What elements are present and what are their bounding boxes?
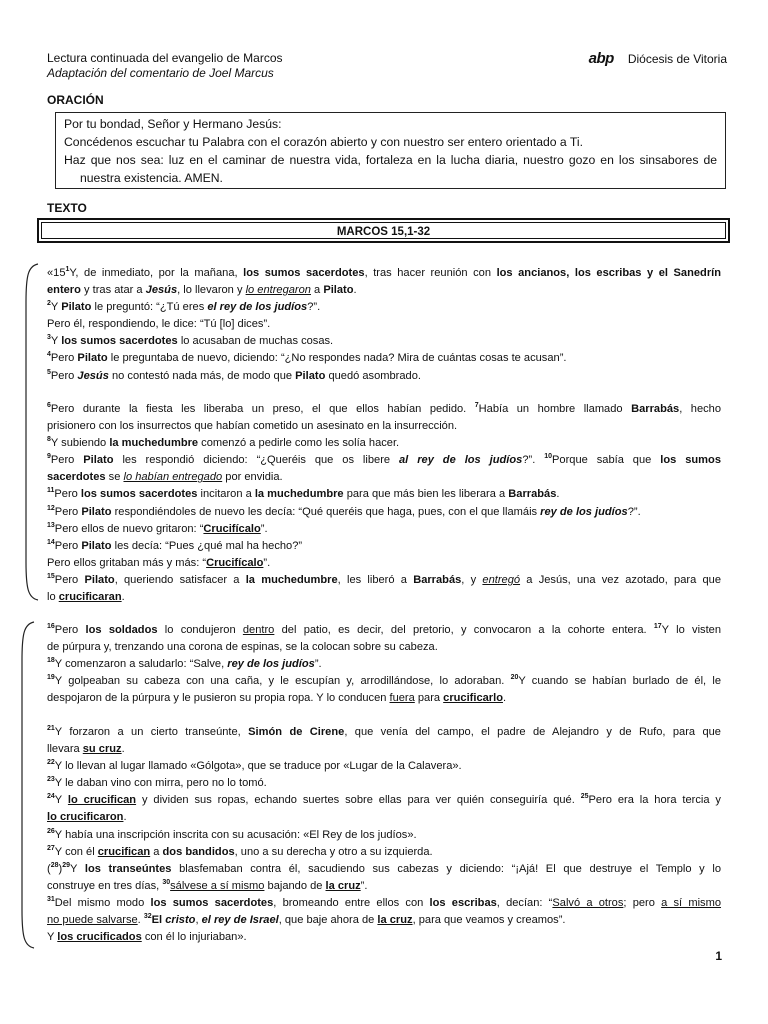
verse-4: $^4$Pero Pilato le preguntaba de nuevo, diciendo: “¿No respondes nada? Mira de cuántas cosas te acusan”. bbox=[47, 351, 567, 365]
verse-25-cont: lo crucificaron. bbox=[47, 811, 127, 824]
left-brace-1 bbox=[22, 262, 42, 602]
verse-18: $^{18}$Y comenzaron a saludarlo: “Salve, rey de los judíos”. bbox=[47, 657, 322, 671]
verse-9: $^9$Pero Pilato les respondió diciendo: “¿Queréis que os libere al rey de los judíos?”. $^{10}$Porque sabía que los sumos bbox=[47, 453, 721, 467]
scripture-block-4 bbox=[47, 724, 721, 946]
prayer-line: Concédenos escuchar tu Palabra con el corazón abierto y con nuestro ser entero orientado a Ti. bbox=[64, 135, 583, 149]
verse-26: $^{26}$Y había una inscripción inscrita con su acusación: «El Rey de los judíos». bbox=[47, 827, 417, 841]
verse-15-cont: lo crucificaran. bbox=[47, 591, 125, 604]
diocese-block bbox=[589, 51, 727, 67]
verse-32-cont: Y los crucificados con él lo injuriaban». bbox=[47, 931, 247, 944]
verse-1-cont: entero y tras atar a Jesús, lo llevaron y lo entregaron a Pilato. bbox=[47, 284, 357, 297]
scripture-block-2 bbox=[47, 401, 721, 606]
left-brace-2 bbox=[18, 620, 38, 950]
verse-32: no puede salvarse. $^{32}$El cristo, el rey de Israel, que baje ahora de la cruz, para que veamos y creamos”. bbox=[47, 913, 566, 927]
scripture-block-3 bbox=[47, 622, 721, 707]
verse-20-cont: despojaron de la púrpura y le pusieron su propia ropa. Y lo conducen fuera para crucificarlo. bbox=[47, 692, 507, 705]
scripture-block-1 bbox=[47, 265, 721, 385]
passage-title-box bbox=[37, 218, 730, 243]
document-subtitle: Adaptación del comentario de Joel Marcus bbox=[47, 66, 274, 80]
texto-heading: TEXTO bbox=[47, 201, 87, 215]
verse-24: $^{24}$Y lo crucifican y dividen sus ropas, echando suertes sobre ellas para ver quién conseguiría qué. $^{25}$Pero era la hora tercia y bbox=[47, 793, 721, 807]
document-title: Lectura continuada del evangelio de Marcos bbox=[47, 51, 283, 65]
verse-14: $^{14}$Pero Pilato les decía: “Pues ¿qué mal ha hecho?” bbox=[47, 538, 303, 552]
verse-2-cont: Pero él, respondiendo, le dice: “Tú [lo] dices”. bbox=[47, 318, 271, 331]
verse-6: $^6$Pero durante la fiesta les liberaba un preso, el que ellos habían pedido. $^7$Había un hombre llamado Barrabás, hecho bbox=[47, 402, 721, 415]
verse-29-cont: construye en tres días, $^{30}$sálvese a sí mismo bajando de la cruz”. bbox=[47, 878, 368, 892]
verse-21-cont: llevara su cruz. bbox=[47, 743, 125, 756]
verse-21: $^{21}$Y forzaron a un cierto transeúnte, Simón de Cirene, que venía del campo, el padre de Alejandro y de Rufo, para que bbox=[47, 725, 721, 738]
verse-17-cont: de púrpura y, trenzando una corona de espinas, se la colocan sobre su cabeza. bbox=[47, 641, 438, 654]
page-number: 1 bbox=[715, 949, 722, 963]
verse-31: $^{31}$Del mismo modo los sumos sacerdotes, bromeando entre ellos con los escribas, decían: “Salvó a otros; pero a sí mismo bbox=[47, 895, 722, 909]
verse-8: $^8$Y subiendo la muchedumbre comenzó a pedirle como les solía hacer. bbox=[47, 436, 400, 450]
prayer-box bbox=[55, 112, 726, 189]
prayer-line: Por tu bondad, Señor y Hermano Jesús: bbox=[64, 117, 282, 131]
verse-22: $^{22}$Y lo llevan al lugar llamado «Gólgota», que se traduce por «Lugar de la Calavera». bbox=[47, 759, 462, 773]
verse-27: $^{27}$Y con él crucifican a dos bandidos, uno a su derecha y otro a su izquierda. bbox=[47, 844, 433, 858]
verse-15: $^{15}$Pero Pilato, queriendo satisfacer a la muchedumbre, les liberó a Barrabás, y entregó a Jesús, una vez azotado, para que bbox=[47, 572, 721, 586]
verse-14-cont: Pero ellos gritaban más y más: “Crucifícalo”. bbox=[47, 556, 271, 569]
verse-3: $^3$Y los sumos sacerdotes lo acusaban de muchas cosas. bbox=[47, 334, 334, 348]
oracion-heading: ORACIÓN bbox=[47, 93, 104, 107]
verse-2: $^2$Y Pilato le preguntó: “¿Tú eres el rey de los judíos?”. bbox=[47, 300, 321, 314]
verse-19: $^{19}$Y golpeaban su cabeza con una caña, y le escupían y, arrodillándose, lo adoraban. $^{20}$Y cuando se habían burlado de él, le bbox=[47, 674, 721, 688]
abp-logo: abp bbox=[588, 50, 614, 67]
verse-23: $^{23}$Y le daban vino con mirra, pero no lo tomó. bbox=[47, 776, 267, 790]
diocese-name: Diócesis de Vitoria bbox=[627, 52, 727, 66]
verse-1: «$15^1Y$, de inmediato, por la mañana, los sumos sacerdotes, tras hacer reunión con los ancianos, los escribas y el Sanedrín bbox=[47, 266, 721, 279]
verse-12: $^{12}$Pero Pilato respondiéndoles de nuevo les decía: “Qué queréis que haga, pues, con el que llamáis rey de los judíos?”. bbox=[47, 504, 641, 518]
verse-10-cont: sacerdotes se lo habían entregado por envidia. bbox=[47, 471, 283, 484]
passage-title: MARCOS 15,1-32 bbox=[41, 222, 726, 239]
verse-11: $^{11}$Pero los sumos sacerdotes incitaron a la muchedumbre para que más bien les liberara a Barrabás. bbox=[47, 487, 560, 501]
document-header bbox=[47, 51, 727, 81]
verse-16: $^{16}$Pero los soldados lo condujeron dentro del patio, es decir, del pretorio, y convocaron a la cohorte entera. $^{17}$Y lo visten bbox=[47, 623, 722, 636]
verse-7-cont: prisionero con los insurrectos que habían cometido un asesinato en la insurrección. bbox=[47, 420, 458, 433]
verse-13: $^{13}$Pero ellos de nuevo gritaron: “Crucifícalo”. bbox=[47, 521, 268, 535]
verse-29: $(^{28})^{29}Y$ los transeúntes blasfemaban contra él, sacudiendo sus cabezas y diciendo: “¡Ajá! El que destruye el Templo y lo bbox=[47, 861, 722, 875]
prayer-line: Haz que nos sea: luz en el caminar de nuestra vida, fortaleza en la lucha diaria, nuestro gozo en los sinsabores de nuestra existencia. AMEN. bbox=[64, 153, 717, 185]
verse-5: $^5$Pero Jesús no contestó nada más, de modo que Pilato quedó asombrado. bbox=[47, 368, 421, 382]
